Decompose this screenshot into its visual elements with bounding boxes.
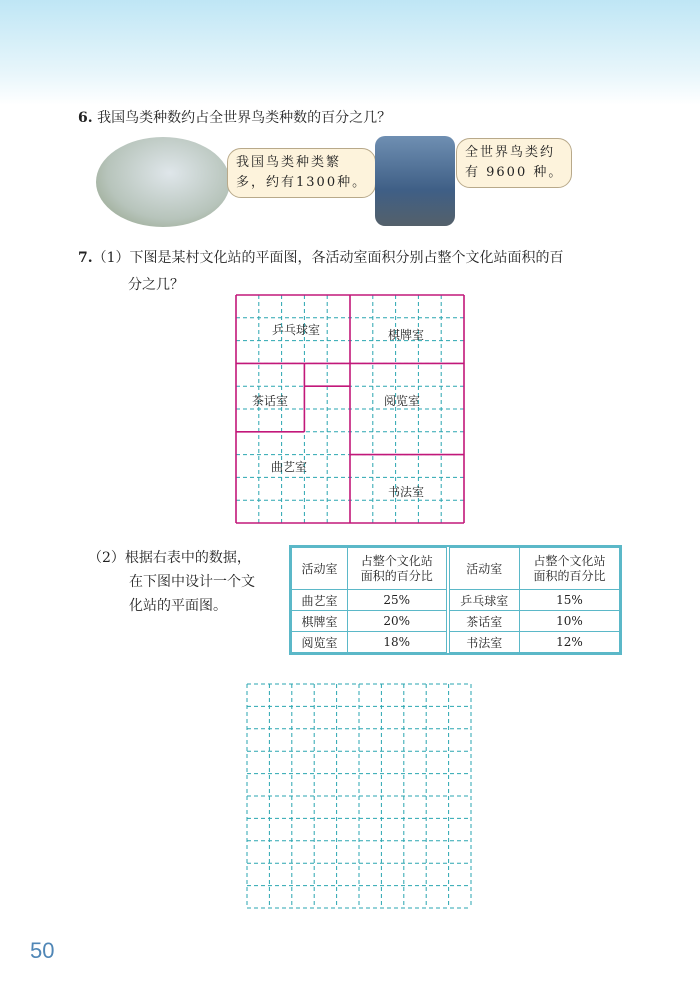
cell: 25% <box>348 590 448 611</box>
cell: 20% <box>348 611 448 632</box>
room-chess: 棋牌室 <box>388 328 425 342</box>
header-percent: 占整个文化站 面积的百分比 <box>348 548 448 590</box>
table-header-row <box>292 548 620 590</box>
cell: 曲艺室 <box>292 590 348 611</box>
cell: 棋牌室 <box>292 611 348 632</box>
question-7-part1: 7.（1）下图是某村文化站的平面图，各活动室面积分别占整个文化站面积的百 分之几？ <box>78 250 564 293</box>
room-calligraphy: 书法室 <box>388 485 425 499</box>
room-pingpong: 乒乓球室 <box>272 323 321 337</box>
room-quyi: 曲艺室 <box>271 460 308 474</box>
cell: 10% <box>520 611 620 632</box>
magpie-photo <box>96 137 230 227</box>
question-7-part2: （2）根据右表中的数据， 在下图中设计一个文 化站的平面图。 <box>88 550 255 614</box>
floor-plan <box>236 295 464 523</box>
room-tea: 茶话室 <box>252 394 289 408</box>
table-row <box>292 632 620 653</box>
header-room-2: 活动室 <box>448 548 520 590</box>
table-row <box>292 611 620 632</box>
floor-plan-grid <box>235 294 465 524</box>
cell: 18% <box>348 632 448 653</box>
speech-bubble-china: 我国鸟类种类繁 多，约有1300种。 <box>227 148 376 198</box>
header-percent-2: 占整个文化站 面积的百分比 <box>520 548 620 590</box>
cell: 12% <box>520 632 620 653</box>
blank-design-grid <box>246 683 473 910</box>
header-room: 活动室 <box>292 548 348 590</box>
room-reading: 阅览室 <box>384 394 421 408</box>
question-6: 6. 我国鸟类种数约占全世界鸟类种数的百分之几？ <box>78 110 392 126</box>
page-header-band <box>0 0 700 105</box>
percentage-table <box>289 545 622 655</box>
cell: 茶话室 <box>448 611 520 632</box>
page-number: 50 <box>30 938 55 963</box>
speech-bubble-world: 全世界鸟类约 有 9600 种。 <box>456 138 572 188</box>
pelican-photo <box>375 136 455 226</box>
cell: 15% <box>520 590 620 611</box>
table-row <box>292 590 620 611</box>
cell: 书法室 <box>448 632 520 653</box>
cell: 阅览室 <box>292 632 348 653</box>
cell: 乒乓球室 <box>448 590 520 611</box>
